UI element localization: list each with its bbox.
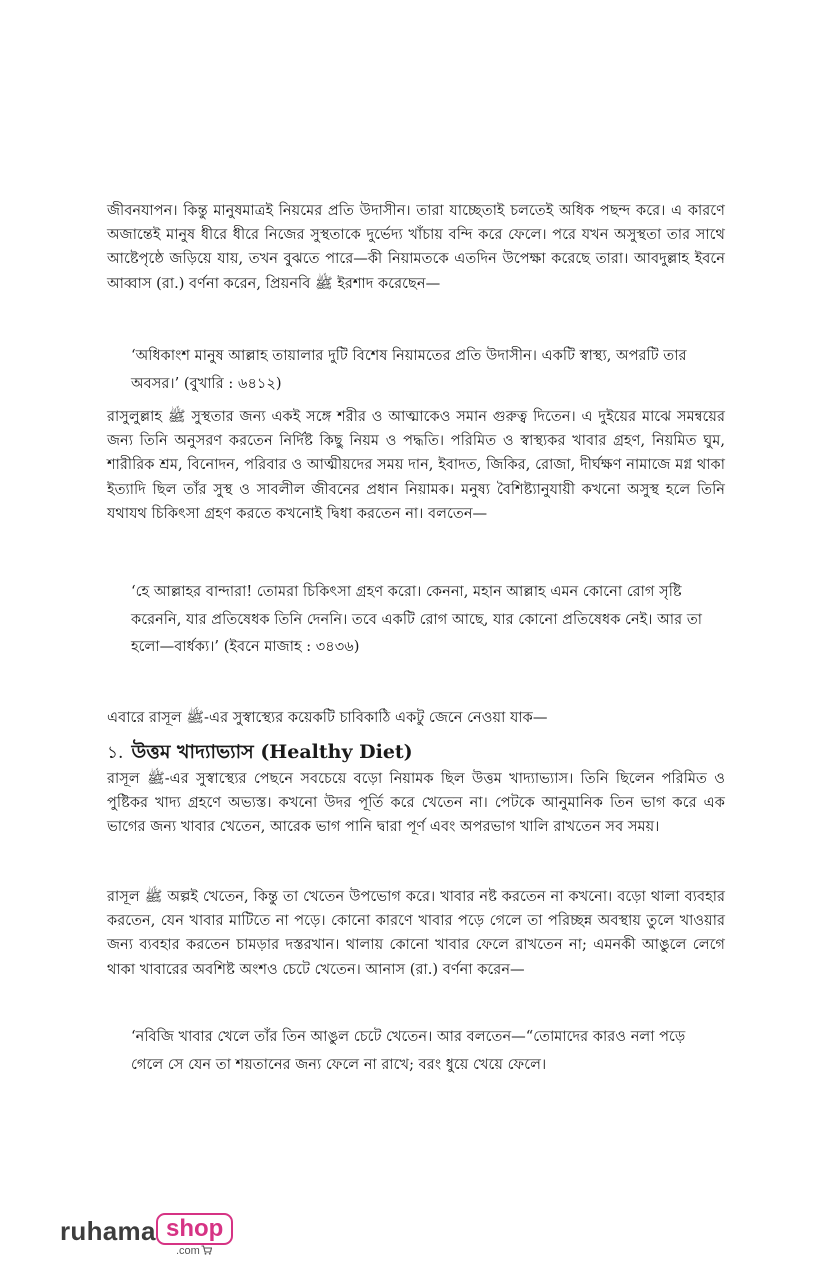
ruhamashop-logo[interactable]	[60, 1212, 230, 1260]
logo-shop-badge	[156, 1213, 233, 1245]
paragraph-transition: এবারে রাসূল ﷺ-এর সুস্বাস্থ্যের কয়েকটি চাবিকাঠি একটু জেনে নেওয়া যাক—	[107, 709, 548, 726]
logo-text-ruhama: ruhama	[60, 1216, 156, 1246]
logo-text-com: .com	[176, 1245, 200, 1257]
section-title: উত্তম খাদ্যাভ্যাস (Healthy Diet)	[131, 741, 413, 763]
quote-ibn-majah: ‘হে আল্লাহর বান্দারা! তোমরা চিকিৎসা গ্রহণ করো। কেননা, মহান আল্লাহ এমন কোনো রোগ সৃষ্টি করেননি, যার প্রতিষেধক তিনি দেননি। তবে একটি রোগ আছে, যার কোনো প্রতিষেধক নেই। আর তা হলো—বার্ধক্য।’ (ইবনে মাজাহ : ৩৪৩৬)	[131, 583, 703, 655]
section-number: ১.	[107, 743, 124, 763]
paragraph-prophet-health: রাসুলুল্লাহ ﷺ সুস্থতার জন্য একই সঙ্গে শরীর ও আত্মাকেও সমান গুরুত্ব দিতেন। এ দুইয়ের মাঝে সমন্বয়ের জন্য তিনি অনুসরণ করতেন নির্দিষ্ট কিছু নিয়ম ও পদ্ধতি। পরিমিত ও স্বাস্থ্যকর খাবার গ্রহণ, নিয়মিত ঘুম, শারীরিক শ্রম, বিনোদন, পরিবার ও আত্মীয়দের সময় দান, ইবাদত, জিকির, রোজা, দীর্ঘক্ষণ নামাজে মগ্ন থাকা ইত্যাদি ছিল তাঁর সুস্থ ও সাবলীল জীবনের প্রধান নিয়ামক। মনুষ্য বৈশিষ্ট্যানুযায়ী কখনো অসুস্থ হলে তিনি যথাযথ চিকিৎসা গ্রহণ করতে কখনোই দ্বিধা করতেন না। বলতেন—	[107, 408, 725, 522]
paragraph-eating-habits: রাসূল ﷺ অল্পই খেতেন, কিন্তু তা খেতেন উপভোগ করে। খাবার নষ্ট করতেন না কখনো। বড়ো থালা ব্যবহার করতেন, যেন খাবার মাটিতে না পড়ে। কোনো কারণে খাবার পড়ে গেলে তা পরিচ্ছন্ন অবস্থায় তুলে খাওয়ার জন্য ব্যবহার করতেন চামড়ার দস্তরখান। থালায় কোনো খাবার ফেলে রাখতেন না; এমনকী আঙুলে লেগে থাকা খাবারের অবশিষ্ট অংশও চেটে খেতেন। আনাস (রা.) বর্ণনা করেন—	[107, 888, 725, 978]
paragraph-healthy-diet: রাসূল ﷺ-এর সুস্বাস্থ্যের পেছনে সবচেয়ে বড়ো নিয়ামক ছিল উত্তম খাদ্যাভ্যাস। তিনি ছিলেন পরিমিত ও পুষ্টিকর খাদ্য গ্রহণে অভ্যস্ত। কখনো উদর পূর্তি করে খেতেন না। পেটকে আনুমানিক তিন ভাগ করে এক ভাগের জন্য খাবার খেতেন, আরেক ভাগ পানি দ্বারা পূর্ণ এবং অপরভাগ খালি রাখতেন সব সময়।	[107, 770, 725, 836]
logo-domain	[176, 1245, 212, 1257]
logo-text-shop: shop	[166, 1215, 224, 1242]
quote-anas: ‘নবিজি খাবার খেলে তাঁর তিন আঙুল চেটে খেতেন। আর বলতেন—“তোমাদের কারও নলা পড়ে গেলে সে যেন তা শয়তানের জন্য ফেলে না রাখে; বরং ধুয়ে খেয়ে ফেলে।	[131, 1028, 686, 1073]
quote-bukhari: ‘অধিকাংশ মানুষ আল্লাহ তায়ালার দুটি বিশেষ নিয়ামতের প্রতি উদাসীন। একটি স্বাস্থ্য, অপরটি তার অবসর।’ (বুখারি : ৬৪১২)	[131, 347, 687, 392]
section-heading	[107, 738, 725, 767]
paragraph-intro: জীবনযাপন। কিন্তু মানুষমাত্রই নিয়মের প্রতি উদাসীন। তারা যাচ্ছেতাই চলতেই অধিক পছন্দ করে। এ কারণে অজান্তেই মানুষ ধীরে ধীরে নিজের সুস্থতাকে দুর্ভেদ্য খাঁচায় বন্দি করে ফেলে। পরে যখন অসুস্থতা তার সাথে আষ্টেপৃষ্ঠে জড়িয়ে যায়, তখন বুঝতে পারে—কী নিয়ামতকে এতদিন উপেক্ষা করেছে তারা। আবদুল্লাহ ইবনে আব্বাস (রা.) বর্ণনা করেন, প্রিয়নবি ﷺ ইরশাদ করেছেন—	[107, 202, 725, 292]
cart-icon	[201, 1245, 212, 1255]
